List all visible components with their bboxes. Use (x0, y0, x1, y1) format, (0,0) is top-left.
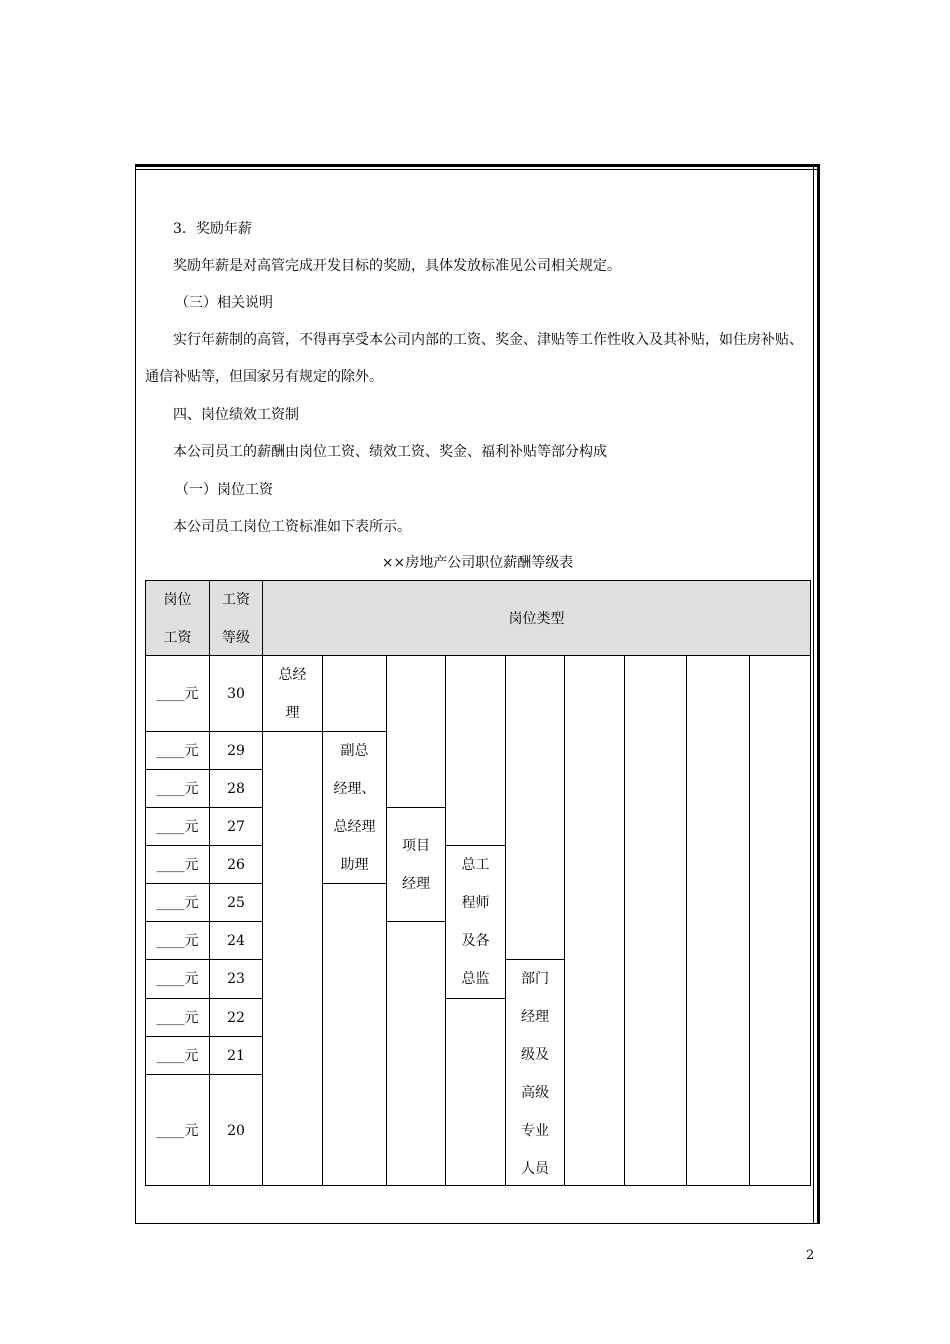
table-row-amount (145, 921, 210, 960)
table-row-grade (209, 769, 263, 808)
table-row-grade (209, 807, 263, 846)
table-row-amount (145, 998, 210, 1037)
grade-cell: 21 (227, 1048, 245, 1064)
position-empty-cell (445, 998, 506, 1186)
amount-cell: ____元 (156, 1010, 199, 1026)
amount-cell: ____元 (156, 971, 199, 987)
position-text: 副总 (340, 743, 369, 759)
position-vice-general-manager (322, 731, 387, 884)
table-row-grade (209, 998, 263, 1037)
position-text: 部门 (521, 971, 549, 987)
table-row-amount (145, 845, 210, 884)
table-row-grade (209, 655, 263, 732)
position-empty-cell (322, 655, 387, 732)
position-chief-engineer (445, 845, 506, 999)
amount-cell: ____元 (156, 933, 199, 949)
amount-cell: ____元 (156, 743, 199, 759)
grade-cell: 24 (227, 933, 245, 949)
amount-cell: ____元 (156, 686, 199, 702)
position-empty-cell (386, 655, 446, 808)
position-empty-column (749, 655, 811, 1186)
table-row-amount (145, 769, 210, 808)
table-row-amount (145, 1074, 210, 1186)
position-text: 助理 (340, 857, 369, 873)
header-text: 岗位类型 (508, 611, 565, 627)
position-text: 经理、 (333, 781, 376, 797)
position-empty-cell (505, 655, 565, 960)
para-composition: 本公司员工的薪酬由岗位工资、绩效工资、奖金、福利补贴等部分构成 (173, 444, 607, 460)
position-empty-column (624, 655, 687, 1186)
grade-cell: 28 (227, 781, 245, 797)
position-text: 经理 (402, 876, 430, 892)
position-empty-column (686, 655, 750, 1186)
position-text: 及各 (461, 933, 490, 949)
header-cell-position-type (262, 580, 811, 656)
amount-cell: ____元 (156, 857, 199, 873)
position-text: 项目 (402, 838, 430, 854)
subsection-title: （一）岗位工资 (175, 482, 273, 498)
table-row-amount (145, 1036, 210, 1075)
amount-cell: ____元 (156, 819, 199, 835)
para-reward-desc: 奖励年薪是对高管完成开发目标的奖励，具体发放标准见公司相关规定。 (173, 258, 621, 274)
para-table-intro: 本公司员工岗位工资标准如下表所示。 (173, 519, 411, 535)
table-row-amount (145, 807, 210, 846)
table-row-amount (145, 655, 210, 732)
grade-cell: 20 (227, 1123, 245, 1139)
table-row-amount (145, 883, 210, 922)
header-text: 岗位 (163, 592, 192, 608)
position-empty-column (564, 655, 625, 1186)
amount-cell: ____元 (156, 895, 199, 911)
position-text: 理 (285, 705, 300, 721)
position-text: 程师 (461, 895, 490, 911)
grade-cell: 27 (227, 819, 245, 835)
position-text: 总工 (461, 857, 490, 873)
section-title: 四、岗位绩效工资制 (173, 407, 299, 423)
position-empty-cell (386, 921, 446, 1186)
position-text: 高级 (521, 1085, 549, 1101)
position-project-manager (386, 807, 446, 922)
position-empty-cell (445, 655, 506, 846)
grade-cell: 25 (227, 895, 245, 911)
table-caption: ××房地产公司职位薪酬等级表 (381, 555, 574, 571)
table-row-grade (209, 921, 263, 960)
table-row-grade (209, 1036, 263, 1075)
position-text: 人员 (521, 1161, 549, 1177)
header-cell-salary (145, 580, 210, 656)
table-row-amount (145, 731, 210, 770)
position-text: 总经 (278, 667, 307, 683)
grade-cell: 30 (227, 686, 245, 702)
para-notes-line2: 通信补贴等，但国家另有规定的除外。 (145, 369, 383, 385)
position-text: 总监 (461, 971, 490, 987)
table-row-grade (209, 1074, 263, 1186)
position-text: 专业 (521, 1123, 549, 1139)
amount-cell: ____元 (156, 781, 199, 797)
header-text: 等级 (222, 630, 250, 646)
para-reward-title: 3．奖励年薪 (173, 221, 252, 237)
position-empty-cell (322, 883, 387, 1186)
amount-cell: ____元 (156, 1123, 199, 1139)
position-text: 级及 (521, 1047, 549, 1063)
page-number: 2 (806, 1248, 815, 1263)
grade-cell: 26 (227, 857, 245, 873)
position-department-manager (505, 959, 565, 1186)
table-row-grade (209, 883, 263, 922)
header-text: 工资 (163, 630, 192, 646)
table-row-grade (209, 845, 263, 884)
para-notes-title: （三）相关说明 (175, 295, 273, 311)
grade-cell: 29 (227, 743, 245, 759)
grade-cell: 22 (227, 1010, 245, 1026)
grade-cell: 23 (227, 971, 245, 987)
table-row-amount (145, 959, 210, 999)
position-text: 总经理 (333, 819, 376, 835)
header-cell-grade (209, 580, 263, 656)
para-notes-line1: 实行年薪制的高管，不得再享受本公司内部的工资、奖金、津贴等工作性收入及其补贴，如住房补贴、 (173, 332, 803, 348)
table-row-grade (209, 959, 263, 999)
position-text: 经理 (521, 1009, 549, 1025)
amount-cell: ____元 (156, 1048, 199, 1064)
table-row-grade (209, 731, 263, 770)
position-empty-cell (262, 731, 323, 1186)
header-text: 工资 (222, 592, 250, 608)
position-general-manager (262, 655, 323, 732)
